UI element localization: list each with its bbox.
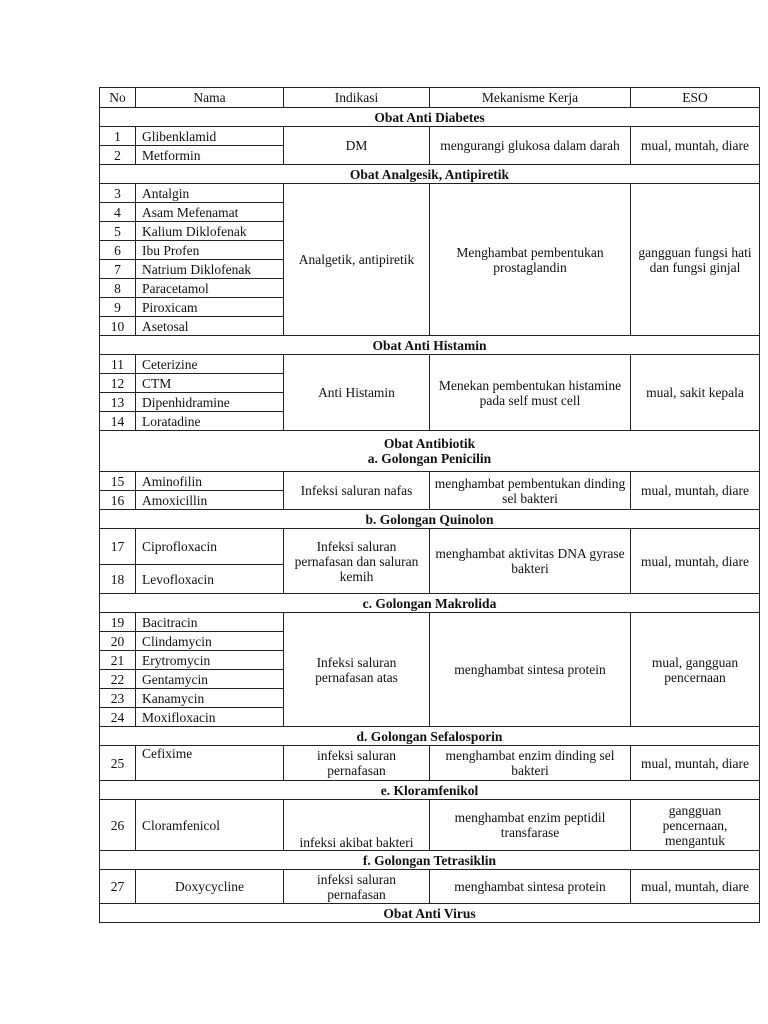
indikasi-cell: Infeksi saluran nafas bbox=[284, 472, 430, 510]
drug-name: Kanamycin bbox=[136, 689, 284, 708]
drug-name: Clindamycin bbox=[136, 632, 284, 651]
section-title-makrolida: c. Golongan Makrolida bbox=[100, 594, 760, 613]
row-number: 26 bbox=[100, 800, 136, 851]
table-row bbox=[100, 472, 760, 491]
eso-cell: gangguan fungsi hati dan fungsi ginjal bbox=[631, 184, 760, 336]
eso-cell: mual, muntah, diare bbox=[631, 127, 760, 165]
indikasi-cell: Analgetik, antipiretik bbox=[284, 184, 430, 336]
header-nama: Nama bbox=[136, 88, 284, 108]
row-number: 10 bbox=[100, 317, 136, 336]
drug-name: Cefixime bbox=[136, 746, 284, 781]
header-mekanisme: Mekanisme Kerja bbox=[430, 88, 631, 108]
row-number: 21 bbox=[100, 651, 136, 670]
table-row bbox=[100, 127, 760, 146]
drug-name: Moxifloxacin bbox=[136, 708, 284, 727]
row-number: 7 bbox=[100, 260, 136, 279]
section-title-anti-diabetes: Obat Anti Diabetes bbox=[100, 108, 760, 127]
drug-name: Doxycycline bbox=[136, 870, 284, 904]
drug-name: Erytromycin bbox=[136, 651, 284, 670]
eso-cell: mual, gangguan pencernaan bbox=[631, 613, 760, 727]
header-row bbox=[100, 88, 760, 108]
table-row bbox=[100, 613, 760, 632]
row-number: 15 bbox=[100, 472, 136, 491]
row-number: 22 bbox=[100, 670, 136, 689]
drug-name: Piroxicam bbox=[136, 298, 284, 317]
row-number: 5 bbox=[100, 222, 136, 241]
drug-name: Amoxicillin bbox=[136, 491, 284, 510]
section-title-kloramfenikol: e. Kloramfenikol bbox=[100, 781, 760, 800]
drug-name: Glibenklamid bbox=[136, 127, 284, 146]
drug-name: Antalgin bbox=[136, 184, 284, 203]
header-indikasi: Indikasi bbox=[284, 88, 430, 108]
section-title-antibiotik-main: Obat Antibiotik bbox=[383, 436, 476, 451]
table-row bbox=[100, 870, 760, 904]
mekanisme-cell: Menekan pembentukan histamine pada self must cell bbox=[430, 355, 631, 431]
eso-cell: gangguan pencernaan, mengantuk bbox=[631, 800, 760, 851]
row-number: 8 bbox=[100, 279, 136, 298]
drug-name: Aminofilin bbox=[136, 472, 284, 491]
mekanisme-cell: menghambat sintesa protein bbox=[430, 870, 631, 904]
drug-name: Paracetamol bbox=[136, 279, 284, 298]
row-number: 9 bbox=[100, 298, 136, 317]
drug-name: Asetosal bbox=[136, 317, 284, 336]
row-number: 16 bbox=[100, 491, 136, 510]
row-number: 19 bbox=[100, 613, 136, 632]
row-number: 3 bbox=[100, 184, 136, 203]
eso-cell: mual, muntah, diare bbox=[631, 472, 760, 510]
mekanisme-cell: Menghambat pembentukan prostaglandin bbox=[430, 184, 631, 336]
section-title-anti-histamin: Obat Anti Histamin bbox=[100, 336, 760, 355]
row-number: 1 bbox=[100, 127, 136, 146]
indikasi-cell: Infeksi saluran pernafasan dan saluran kemih bbox=[284, 529, 430, 594]
row-number: 12 bbox=[100, 374, 136, 393]
row-number: 17 bbox=[100, 529, 136, 565]
drug-name: Cloramfenicol bbox=[136, 800, 284, 851]
section-title-analgesik: Obat Analgesik, Antipiretik bbox=[100, 165, 760, 184]
header-no: No bbox=[100, 88, 136, 108]
drug-name: Loratadine bbox=[136, 412, 284, 431]
indikasi-cell: DM bbox=[284, 127, 430, 165]
indikasi-cell: Infeksi saluran pernafasan atas bbox=[284, 613, 430, 727]
row-number: 4 bbox=[100, 203, 136, 222]
row-number: 11 bbox=[100, 355, 136, 374]
mekanisme-cell: menghambat enzim dinding sel bakteri bbox=[430, 746, 631, 781]
row-number: 24 bbox=[100, 708, 136, 727]
row-number: 14 bbox=[100, 412, 136, 431]
section-title-anti-virus: Obat Anti Virus bbox=[100, 904, 760, 923]
indikasi-cell: Anti Histamin bbox=[284, 355, 430, 431]
drug-name: Levofloxacin bbox=[136, 565, 284, 594]
section-title-antibiotik bbox=[100, 431, 760, 472]
drug-name: Ciprofloxacin bbox=[136, 529, 284, 565]
eso-cell: mual, muntah, diare bbox=[631, 529, 760, 594]
indikasi-cell: infeksi saluran pernafasan bbox=[284, 746, 430, 781]
row-number: 20 bbox=[100, 632, 136, 651]
mekanisme-cell: menghambat pembentukan dinding sel bakteri bbox=[430, 472, 631, 510]
table-row bbox=[100, 800, 760, 851]
mekanisme-cell: mengurangi glukosa dalam darah bbox=[430, 127, 631, 165]
eso-cell: mual, muntah, diare bbox=[631, 870, 760, 904]
drug-name: Asam Mefenamat bbox=[136, 203, 284, 222]
table-row bbox=[100, 184, 760, 203]
drug-name: Ibu Profen bbox=[136, 241, 284, 260]
indikasi-cell: infeksi akibat bakteri bbox=[284, 800, 430, 851]
section-subtitle-penicilin: a. Golongan Penicilin bbox=[367, 451, 492, 466]
drug-name: Dipenhidramine bbox=[136, 393, 284, 412]
table-row bbox=[100, 529, 760, 565]
row-number: 18 bbox=[100, 565, 136, 594]
drug-table bbox=[99, 87, 760, 923]
drug-name: Ceterizine bbox=[136, 355, 284, 374]
section-title-tetrasiklin: f. Golongan Tetrasiklin bbox=[100, 851, 760, 870]
mekanisme-cell: menghambat enzim peptidil transfarase bbox=[430, 800, 631, 851]
header-eso: ESO bbox=[631, 88, 760, 108]
eso-cell: mual, sakit kepala bbox=[631, 355, 760, 431]
table-row bbox=[100, 746, 760, 781]
drug-name: Bacitracin bbox=[136, 613, 284, 632]
row-number: 25 bbox=[100, 746, 136, 781]
row-number: 23 bbox=[100, 689, 136, 708]
drug-name: CTM bbox=[136, 374, 284, 393]
indikasi-cell: infeksi saluran pernafasan bbox=[284, 870, 430, 904]
table-row bbox=[100, 355, 760, 374]
drug-name: Metformin bbox=[136, 146, 284, 165]
row-number: 13 bbox=[100, 393, 136, 412]
eso-cell: mual, muntah, diare bbox=[631, 746, 760, 781]
mekanisme-cell: menghambat sintesa protein bbox=[430, 613, 631, 727]
drug-name: Natrium Diklofenak bbox=[136, 260, 284, 279]
drug-name: Kalium Diklofenak bbox=[136, 222, 284, 241]
row-number: 6 bbox=[100, 241, 136, 260]
row-number: 27 bbox=[100, 870, 136, 904]
section-title-sefalosporin: d. Golongan Sefalosporin bbox=[100, 727, 760, 746]
drug-name: Gentamycin bbox=[136, 670, 284, 689]
row-number: 2 bbox=[100, 146, 136, 165]
section-title-quinolon: b. Golongan Quinolon bbox=[100, 510, 760, 529]
mekanisme-cell: menghambat aktivitas DNA gyrase bakteri bbox=[430, 529, 631, 594]
